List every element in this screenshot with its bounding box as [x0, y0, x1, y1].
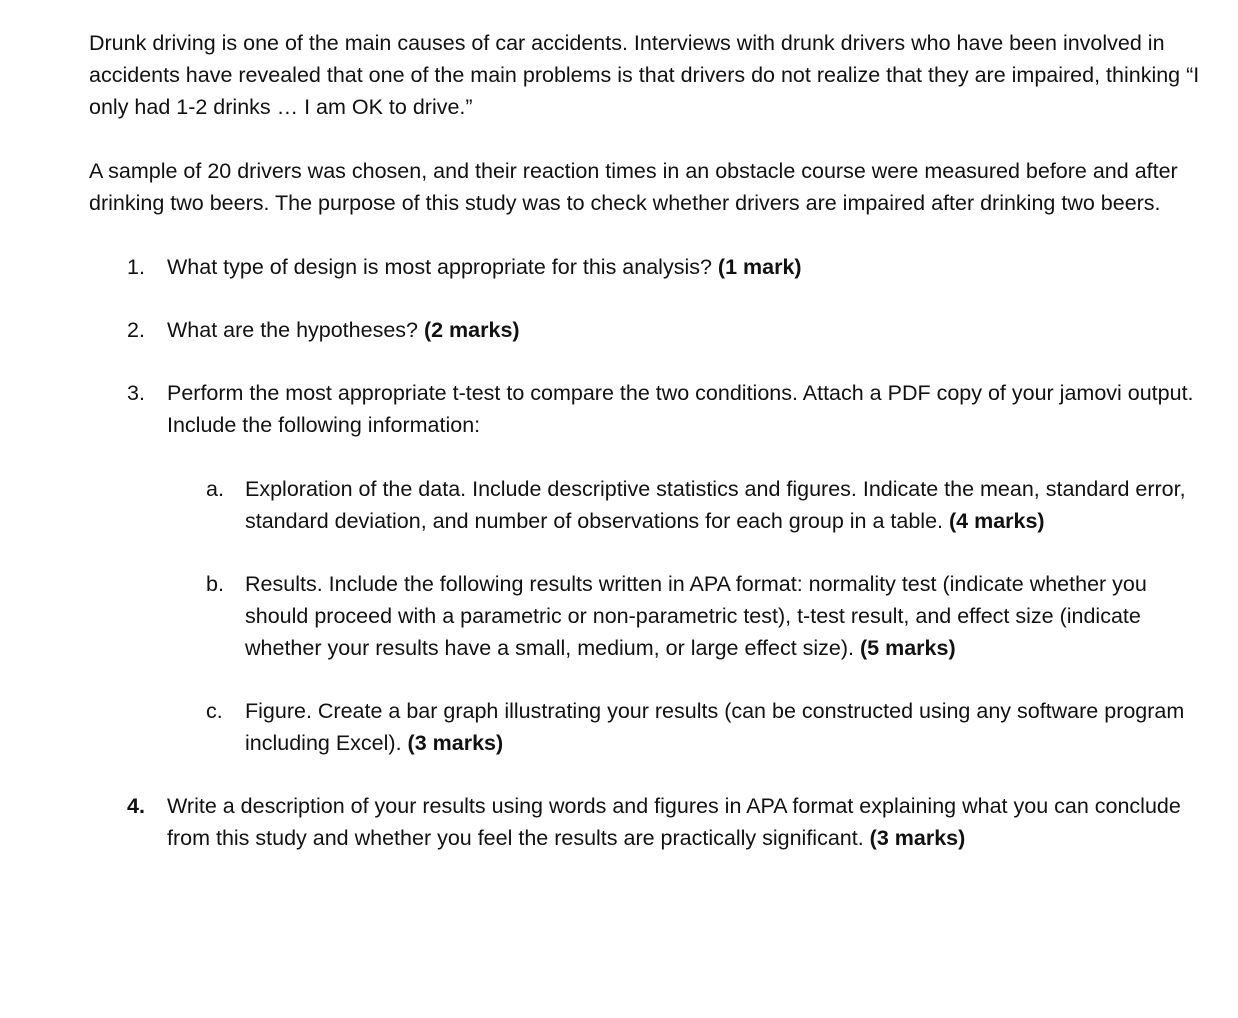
subquestion-a: [206, 473, 1209, 537]
question-3: [89, 377, 1209, 759]
question-text: What are the hypotheses?: [167, 318, 424, 342]
subquestion-marks: (3 marks): [407, 731, 504, 755]
question-number: 4.: [127, 794, 145, 818]
question-2: [89, 314, 1209, 346]
question-number: 3.: [127, 381, 145, 405]
question-1: [89, 251, 1209, 283]
subquestion-label: c.: [206, 699, 223, 723]
subquestion-list: [206, 473, 1209, 759]
subquestion-marks: (5 marks): [860, 636, 956, 660]
question-text: Write a description of your results using words and figures in APA format explaining what you can conclude from this study and whether you feel the results are practically significant.: [167, 794, 1181, 850]
question-list: [89, 251, 1209, 854]
subquestion-b: [206, 568, 1209, 664]
subquestion-marks: (4 marks): [948, 509, 1045, 533]
question-text: What type of design is most appropriate for this analysis?: [167, 255, 718, 279]
question-number: 2.: [127, 318, 145, 342]
intro-paragraph-2: A sample of 20 drivers was chosen, and their reaction times in an obstacle course were measured before and after drinking two beers. The purpose of this study was to check whether drivers are impaired after drinking two beers.: [89, 159, 1178, 215]
question-marks: (1 mark): [717, 255, 802, 279]
subquestion-label: b.: [206, 572, 224, 596]
question-4: [89, 790, 1209, 854]
question-number: 1.: [127, 255, 145, 279]
subquestion-text: Figure. Create a bar graph illustrating your results (can be constructed using any software program including Excel).: [245, 699, 1185, 755]
question-marks: (2 marks): [423, 318, 520, 342]
subquestion-c: [206, 695, 1209, 759]
question-marks: (3 marks): [869, 826, 966, 850]
question-text: Perform the most appropriate t-test to compare the two conditions. Attach a PDF copy of your jamovi output. Include the following information:: [167, 381, 1194, 437]
assignment-document: [89, 27, 1209, 854]
subquestion-label: a.: [206, 477, 224, 501]
subquestion-text: Exploration of the data. Include descriptive statistics and figures. Indicate the mean, standard error, standard deviation, and number of observations for each group in a table.: [245, 477, 1186, 533]
subquestion-text: Results. Include the following results written in APA format: normality test (indicate whether you should proceed with a parametric or non-parametric test), t-test result, and effect size (indicate whether your results have a small, medium, or large effect size).: [245, 572, 1147, 660]
intro-paragraph-1: Drunk driving is one of the main causes of car accidents. Interviews with drunk drivers who have been involved in accidents have revealed that one of the main problems is that drivers do not realize that they are impaired, thinking “I only had 1-2 drinks … I am OK to drive.”: [89, 31, 1200, 119]
